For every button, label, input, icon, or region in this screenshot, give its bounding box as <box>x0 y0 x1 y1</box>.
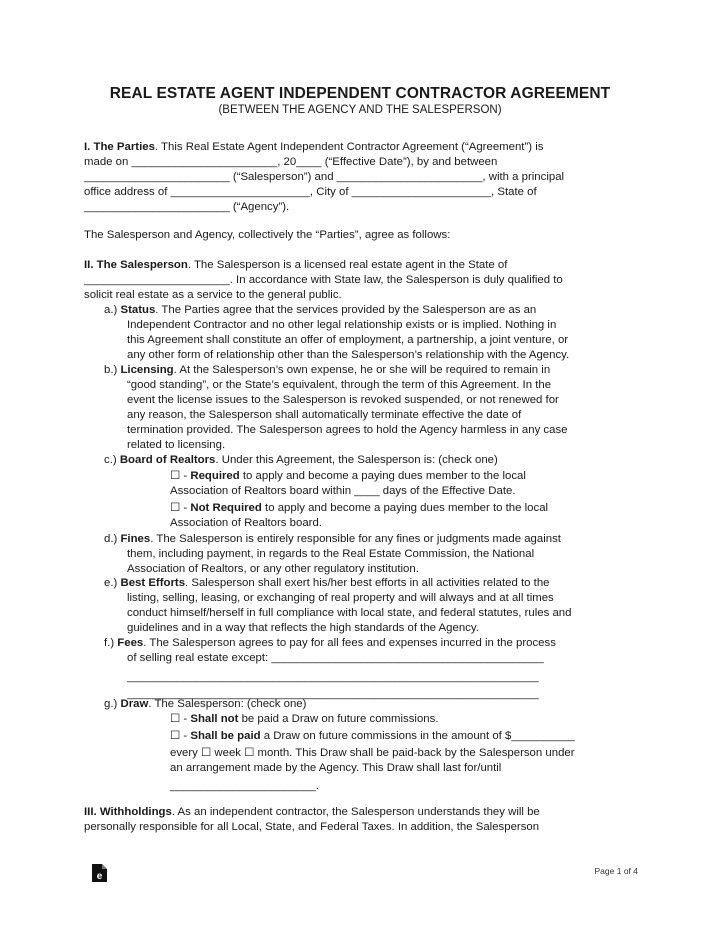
document-subtitle: (BETWEEN THE AGENCY AND THE SALESPERSON) <box>218 104 502 116</box>
bold-heading: Not Required <box>190 502 262 514</box>
text-line <box>170 779 319 793</box>
text-line <box>84 273 563 287</box>
document-title: REAL ESTATE AGENT INDEPENDENT CONTRACTOR AGREEMENT <box>109 85 611 102</box>
text-run: Association of Realtors board. <box>170 517 322 529</box>
text-line <box>84 155 497 169</box>
text-line <box>170 469 526 483</box>
text-line <box>84 805 540 819</box>
text-run: to apply and become a paying dues member to the local <box>261 502 549 514</box>
text-line <box>127 621 479 635</box>
text-run: made on _______________________, 20____ (“Effective Date”), by and between <box>84 156 498 168</box>
text-run: any other form of relationship other than the Salesperson’s relationship with the Agency. <box>127 349 570 361</box>
text-run: listing, selling, leasing, or exchanging of real property and will always and at all times <box>127 592 554 604</box>
text-line <box>127 651 544 665</box>
bold-heading: Fines <box>120 533 151 545</box>
text-run: them, including payment, in regards to the Real Estate Commission, the National <box>127 548 535 560</box>
text-run: related to licensing. <box>127 439 226 451</box>
text-line <box>170 761 501 775</box>
text-line <box>127 348 569 362</box>
text-run: b.) <box>104 364 121 376</box>
text-run: Association of Realtors board within ____ days of the Effective Date. <box>170 485 516 497</box>
text-line <box>127 547 534 561</box>
bold-heading: Required <box>190 470 240 482</box>
bold-heading: II. The Salesperson <box>84 259 188 271</box>
text-line <box>170 746 575 760</box>
text-run: _________________________________________________________________ <box>127 671 539 683</box>
text-line <box>127 591 554 605</box>
text-line <box>127 318 556 332</box>
text-line <box>84 140 543 154</box>
text-run: . This Real Estate Agent Independent Contractor Agreement (“Agreement”) is <box>154 141 544 153</box>
text-run: . As an independent contractor, the Salesperson understands they will be <box>171 806 540 818</box>
text-line <box>170 501 548 515</box>
text-run: d.) <box>104 533 121 545</box>
text-line <box>104 363 550 377</box>
text-run: to apply and become a paying dues member to the local <box>239 470 526 482</box>
text-line <box>127 378 551 392</box>
text-run: termination provided. The Salesperson agrees to hold the Agency harmless in any case <box>127 424 568 436</box>
text-line <box>104 576 550 590</box>
text-run: a Draw on future commissions in the amount of $__________ <box>260 730 575 742</box>
text-line <box>104 453 498 467</box>
bold-heading: Best Efforts <box>120 577 186 589</box>
text-run: be paid a Draw on future commissions. <box>238 713 439 725</box>
text-run: The Salesperson and Agency, collectively the “Parties”, agree as follows: <box>84 229 451 241</box>
text-run: Independent Contractor and no other legal relationship exists or is implied. Nothing in <box>127 319 557 331</box>
text-line <box>104 697 306 711</box>
text-run: . The Parties agree that the services provided by the Salesperson are as an <box>155 304 537 316</box>
svg-text:e: e <box>96 871 103 882</box>
text-run: ☐ - <box>170 730 191 742</box>
text-line <box>127 438 225 452</box>
text-run: . The Salesperson agrees to pay for all fees and expenses incurred in the process <box>143 637 556 649</box>
text-run: any reason, the Salesperson shall automatically terminate effective the date of <box>127 409 522 421</box>
text-line <box>104 303 536 317</box>
text-line <box>84 228 450 242</box>
text-run: . Under this Agreement, the Salesperson is: (check one) <box>215 454 498 466</box>
text-run: _______________________. <box>170 780 319 792</box>
bold-heading: Draw <box>120 698 149 710</box>
text-run: “good standing”, or the State’s equivalent, through the term of this Agreement. In the <box>127 379 552 391</box>
text-line <box>84 200 289 214</box>
text-line <box>127 408 521 422</box>
text-line <box>84 288 342 302</box>
text-run: . At the Salesperson’s own expense, he or she will be required to remain in <box>173 364 551 376</box>
text-line <box>127 606 571 620</box>
eforms-logo-icon <box>88 862 110 884</box>
text-run: Association of Realtors, or any other regulatory institution. <box>127 563 419 575</box>
text-run: office address of ______________________, City of ______________________, State of <box>84 186 537 198</box>
bold-heading: I. The Parties <box>84 141 155 153</box>
text-run: ☐ - <box>170 502 191 514</box>
text-run: guidelines and in a way that reflects the high standards of the Agency. <box>127 622 479 634</box>
text-run: ☐ - <box>170 470 191 482</box>
text-line <box>170 516 322 530</box>
text-run: event the license issues to the Salesperson is revoked suspended, or not renewed for <box>127 394 559 406</box>
text-line <box>84 185 537 199</box>
text-line <box>104 636 556 650</box>
text-run: c.) <box>104 454 120 466</box>
text-run: _______________________. In accordance with State law, the Salesperson is duly qualified to <box>84 274 563 286</box>
text-run: g.) <box>104 698 121 710</box>
bold-heading: Shall not <box>190 713 239 725</box>
text-run: a.) <box>104 304 121 316</box>
text-run: _________________________________________________________________ <box>127 688 539 700</box>
text-line <box>104 532 561 546</box>
text-line <box>84 820 539 834</box>
text-line <box>127 393 559 407</box>
bold-heading: Fees <box>117 637 144 649</box>
bold-heading: Licensing <box>120 364 174 376</box>
text-run: . The Salesperson is entirely responsible for any fines or judgments made against <box>150 533 561 545</box>
text-run: . The Salesperson: (check one) <box>148 698 307 710</box>
text-run: this Agreement shall constitute an offer of employment, a partnership, a joint venture, or <box>127 334 569 346</box>
bold-heading: Shall be paid <box>190 730 261 742</box>
text-run: _______________________ (“Salesperson”) and _______________________, with a principal <box>84 171 565 183</box>
bold-heading: Board of Realtors <box>119 454 216 466</box>
text-run: an arrangement made by the Agency. This Draw shall last for/until <box>170 762 502 774</box>
text-run: ☐ - <box>170 713 191 725</box>
text-run: _______________________ (“Agency”). <box>84 201 290 213</box>
text-run: personally responsible for all Local, State, and Federal Taxes. In addition, the Salesperson <box>84 821 540 833</box>
bold-heading: III. Withholdings <box>84 806 172 818</box>
text-line <box>127 333 568 347</box>
text-run: . The Salesperson is a licensed real estate agent in the State of <box>187 259 508 271</box>
text-run: f.) <box>104 637 118 649</box>
bold-heading: Status <box>120 304 156 316</box>
text-line <box>127 562 419 576</box>
text-line <box>170 712 439 726</box>
text-run: every ☐ week ☐ month. This Draw shall be paid-back by the Salesperson under <box>170 747 575 759</box>
text-run: solicit real estate as a service to the general public. <box>84 289 342 301</box>
text-line <box>170 729 575 743</box>
text-line <box>84 170 564 184</box>
text-run: of selling real estate except: ___________________________________________ <box>127 652 544 664</box>
text-run: . Salesperson shall exert his/her best efforts in all activities related to the <box>185 577 550 589</box>
text-line <box>127 423 568 437</box>
text-run: conduct himself/herself in full compliance with local state, and federal statutes, rules and <box>127 607 572 619</box>
text-line <box>84 258 507 272</box>
text-run: e.) <box>104 577 121 589</box>
text-line <box>127 670 539 684</box>
text-line <box>170 484 516 498</box>
page-number: Page 1 of 4 <box>594 866 638 876</box>
